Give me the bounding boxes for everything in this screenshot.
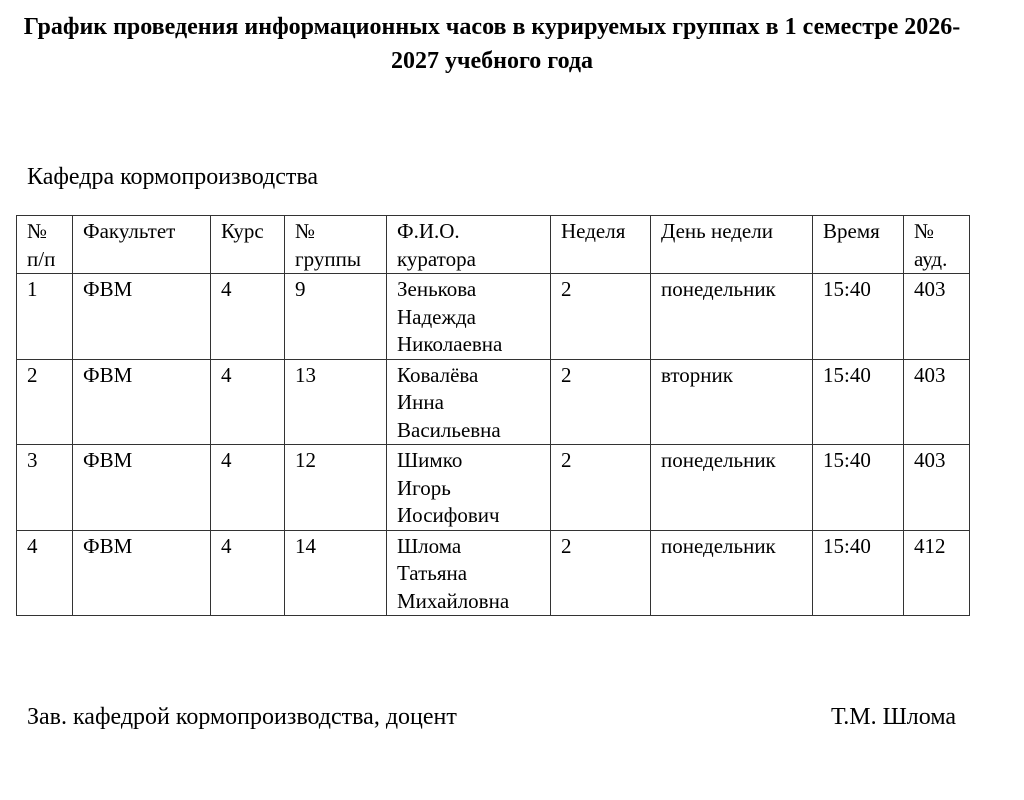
cell-course: 4 — [211, 445, 285, 531]
cell-course: 4 — [211, 274, 285, 360]
cell-time: 15:40 — [813, 530, 904, 616]
cell-group: 12 — [285, 445, 387, 531]
cell-curator: Ковалёва Инна Васильевна — [387, 359, 551, 445]
header-row — [17, 216, 970, 274]
cell-week: 2 — [551, 445, 651, 531]
cell-week: 2 — [551, 274, 651, 360]
cell-time: 15:40 — [813, 445, 904, 531]
cell-weekday: понедельник — [651, 530, 813, 616]
header-curator: Ф.И.О. куратора — [387, 216, 551, 274]
cell-number: 2 — [17, 359, 73, 445]
table-row — [17, 359, 970, 445]
table-header — [17, 216, 970, 274]
schedule-table — [16, 215, 970, 616]
header-course: Курс — [211, 216, 285, 274]
table-row — [17, 530, 970, 616]
document-title: График проведения информационных часов в курируемых группах в 1 семестре 2026-2027 учебного года — [23, 14, 961, 74]
table-body — [17, 274, 970, 616]
cell-curator: Шимко Игорь Иосифович — [387, 445, 551, 531]
cell-room: 403 — [904, 445, 970, 531]
cell-course: 4 — [211, 530, 285, 616]
cell-number: 1 — [17, 274, 73, 360]
cell-weekday: понедельник — [651, 274, 813, 360]
cell-group: 9 — [285, 274, 387, 360]
cell-curator: Шлома Татьяна Михайловна — [387, 530, 551, 616]
signatory-name: Т.М. Шлома — [830, 704, 956, 730]
header-group: № группы — [285, 216, 387, 274]
cell-faculty: ФВМ — [73, 359, 211, 445]
cell-curator: Зенькова Надежда Николаевна — [387, 274, 551, 360]
cell-number: 4 — [17, 530, 73, 616]
header-number: № п/п — [17, 216, 73, 274]
cell-time: 15:40 — [813, 274, 904, 360]
header-time: Время — [813, 216, 904, 274]
cell-course: 4 — [211, 359, 285, 445]
header-week: Неделя — [551, 216, 651, 274]
cell-number: 3 — [17, 445, 73, 531]
cell-time: 15:40 — [813, 359, 904, 445]
cell-group: 14 — [285, 530, 387, 616]
cell-weekday: понедельник — [651, 445, 813, 531]
cell-weekday: вторник — [651, 359, 813, 445]
department-name: Кафедра кормопроизводства — [27, 164, 319, 190]
cell-room: 403 — [904, 274, 970, 360]
signatory-position: Зав. кафедрой кормопроизводства, доцент — [27, 704, 457, 730]
header-room: № ауд. — [904, 216, 970, 274]
cell-faculty: ФВМ — [73, 274, 211, 360]
cell-group: 13 — [285, 359, 387, 445]
cell-faculty: ФВМ — [73, 445, 211, 531]
table-row — [17, 274, 970, 360]
header-faculty: Факультет — [73, 216, 211, 274]
table-row — [17, 445, 970, 531]
cell-faculty: ФВМ — [73, 530, 211, 616]
cell-room: 403 — [904, 359, 970, 445]
cell-week: 2 — [551, 359, 651, 445]
cell-week: 2 — [551, 530, 651, 616]
header-weekday: День недели — [651, 216, 813, 274]
cell-room: 412 — [904, 530, 970, 616]
